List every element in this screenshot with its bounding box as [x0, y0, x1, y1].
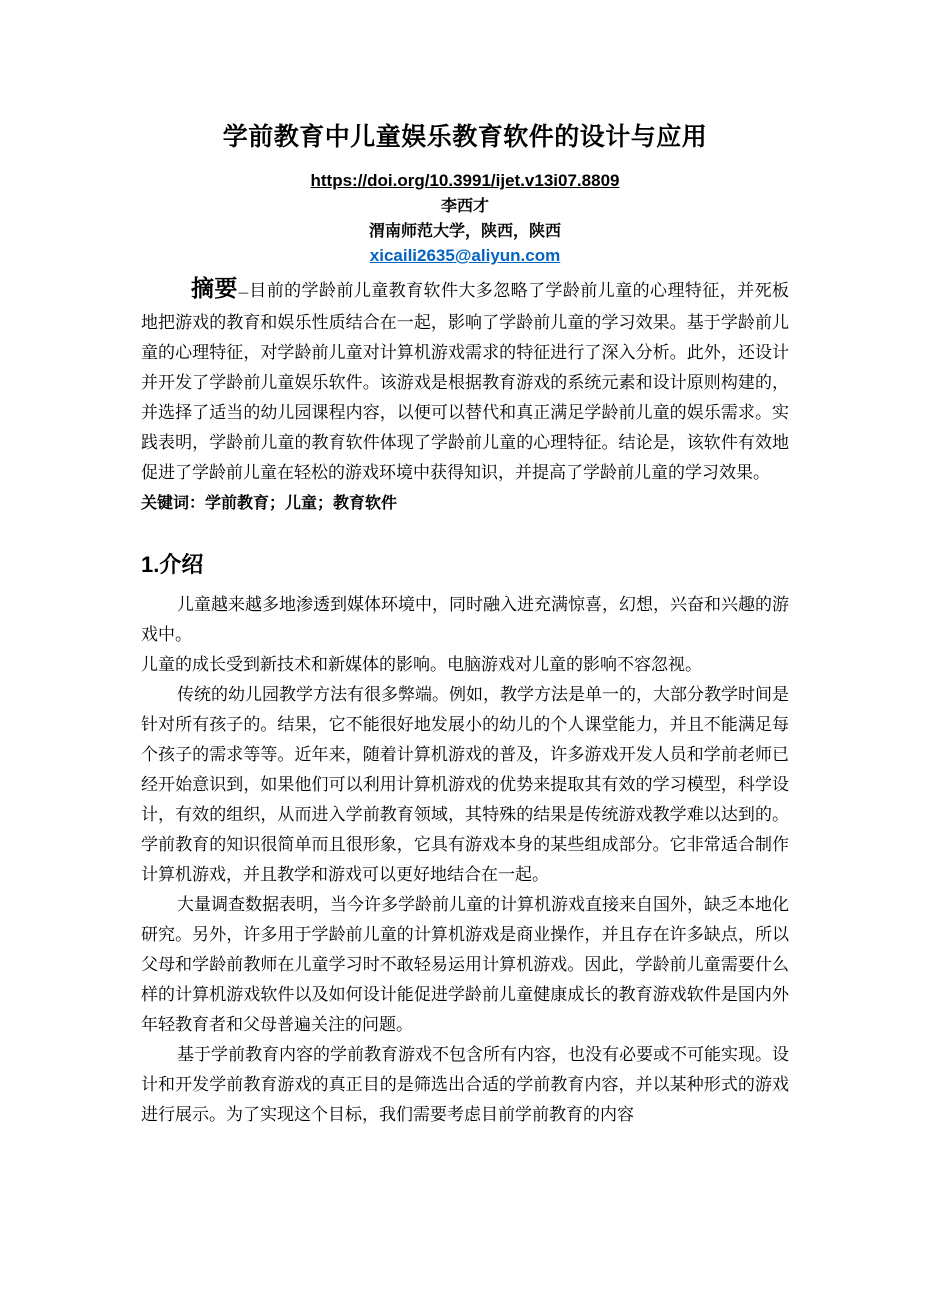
- paper-page: [141, 118, 789, 1130]
- keywords: 关键词：学前教育；儿童；教育软件: [141, 493, 398, 512]
- abstract-dash: —: [237, 286, 249, 299]
- author-affiliation: 渭南师范大学，陕西，陕西: [368, 221, 561, 240]
- section1-paragraph-3: 传统的幼儿园教学方法有很多弊端。例如，教学方法是单一的，大部分教学时间是针对所有孩子的。结果，它不能很好地发展小的幼儿的个人课堂能力，并且不能满足每个孩子的需求等等。近年来，随着计算机游戏的普及，许多游戏开发人员和学前老师已经开始意识到，如果他们可以利用计算机游戏的优势来提取其有效的学习模型，科学设计，有效的组织，从而进入学前教育领域，其特殊的结果是传统游戏教学难以达到的。学前教育的知识很简单而且很形象，它具有游戏本身的某些组成部分。它非常适合制作计算机游戏，并且教学和游戏可以更好地结合在一起。: [141, 685, 789, 885]
- section-heading-introduction: 1.介绍: [141, 552, 204, 577]
- author-email-link[interactable]: xicaili2635@aliyun.com: [369, 246, 561, 265]
- doi-link[interactable]: https://doi.org/10.3991/ijet.v13i07.8809: [310, 171, 620, 190]
- author-name: 李西才: [440, 196, 489, 215]
- section1-paragraph-2: 儿童的成长受到新技术和新媒体的影响。电脑游戏对儿童的影响不容忽视。: [141, 655, 702, 675]
- paper-meta: [141, 168, 789, 268]
- abstract: [141, 274, 789, 488]
- section1-paragraph-5: 基于学前教育内容的学前教育游戏不包含所有内容，也没有必要或不可能实现。设计和开发学前教育游戏的真正目的是筛选出合适的学前教育内容，并以某种形式的游戏进行展示。为了实现这个目标，我们需要考虑目前学前教育的内容: [141, 1045, 789, 1125]
- paper-title: 学前教育中儿童娱乐教育软件的设计与应用: [222, 122, 708, 151]
- section1-paragraph-1: 儿童越来越多地渗透到媒体环境中，同时融入进充满惊喜，幻想，兴奋和兴趣的游戏中。: [141, 595, 789, 645]
- abstract-text: 目前的学龄前儿童教育软件大多忽略了学龄前儿童的心理特征，并死板地把游戏的教育和娱乐性质结合在一起，影响了学龄前儿童的学习效果。基于学龄前儿童的心理特征，对学龄前儿童对计算机游戏需求的特征进行了深入分析。此外，还设计并开发了学龄前儿童娱乐软件。该游戏是根据教育游戏的系统元素和设计原则构建的，并选择了适当的幼儿园课程内容，以便可以替代和真正满足学龄前儿童的娱乐需求。实践表明，学龄前儿童的教育软件体现了学龄前儿童的心理特征。结论是，该软件有效地促进了学龄前儿童在轻松的游戏环境中获得知识，并提高了学龄前儿童的学习效果。: [141, 281, 790, 483]
- section1-paragraph-4: 大量调查数据表明，当今许多学龄前儿童的计算机游戏直接来自国外，缺乏本地化研究。另外，许多用于学龄前儿童的计算机游戏是商业操作，并且存在许多缺点，所以父母和学龄前教师在儿童学习时不敢轻易运用计算机游戏。因此，学龄前儿童需要什么样的计算机游戏软件以及如何设计能促进学龄前儿童健康成长的教育游戏软件是国内外年轻教育者和父母普遍关注的问题。: [141, 895, 789, 1035]
- abstract-label: 摘要: [191, 276, 238, 302]
